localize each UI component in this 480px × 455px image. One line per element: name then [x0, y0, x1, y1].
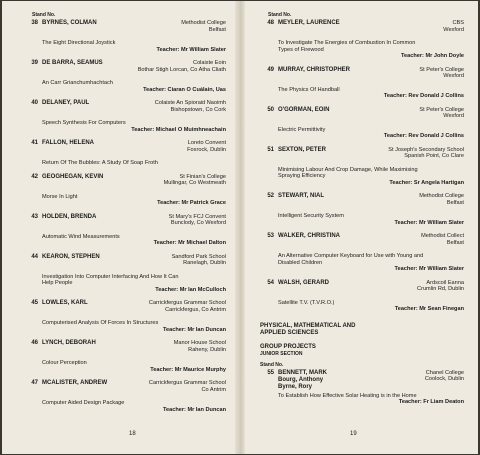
right-entry-list	[260, 20, 464, 313]
exhibit-entry	[24, 214, 226, 247]
entry-number: 54	[267, 279, 274, 286]
page-number-right: 19	[350, 431, 357, 437]
entry-number: 53	[267, 233, 274, 239]
entry-project: Investigation Into Computer Interfacing And How It Can Help People	[42, 273, 179, 286]
entry-name: GEOGHEGAN, KEVIN	[42, 173, 104, 180]
entry-project: Computer Aided Design Package	[42, 400, 125, 406]
entry-project: Automatic Wind Measurements	[42, 233, 120, 240]
entry-project: Computerised Analysis Of Forces In Structures	[42, 320, 159, 326]
entry-teacher: Teacher: Mr Patrick Grace	[157, 200, 226, 206]
entry-teacher: Teacher: Mr Ian McCulloch	[155, 286, 226, 293]
entry-name: WALSH, GERARD	[278, 279, 329, 286]
entry-project: The Eight Directional Joystick	[42, 40, 116, 46]
entry-school: Loreto Convent Foxrock, Dublin	[187, 140, 226, 153]
group-title: GROUP PROJECTS	[260, 343, 316, 350]
entry-teacher: Teacher: Mr William Slater	[156, 46, 226, 53]
entry-name: WALKER, CHRISTINA	[278, 233, 340, 239]
entry-name: SEXTON, PETER	[278, 146, 326, 153]
entry-school: St Joseph's Secondary School Spanish Point, Co Clare	[388, 146, 464, 159]
entry-school: Chanel College Coolock, Dublin	[424, 369, 464, 382]
entry-number: 50	[267, 106, 274, 113]
entry-name: MCALISTER, ANDREW	[42, 380, 108, 386]
entry-name: DE BARRA, SEAMUS	[42, 60, 103, 66]
entry-project: The Physics Of Handball	[278, 86, 340, 93]
entry-teacher: Teacher: Mr Michael Dalton	[153, 240, 226, 246]
entry-teacher: Teacher: Sr Angela Hartigan	[389, 179, 464, 186]
exhibit-entry	[24, 20, 226, 53]
entry-name: KEARON, STEPHEN	[42, 253, 100, 260]
entry-name: STEWART, NIAL	[278, 193, 324, 199]
entry-school: St Peter's College Wexford	[419, 66, 464, 79]
entry-project: Electric Permittivity	[278, 126, 326, 133]
entry-teacher: Teacher: Mr William Slater	[394, 266, 464, 272]
entry-school: Manor House School Raheny, Dublin	[173, 340, 226, 353]
entry-teacher: Teacher: Mr John Doyle	[401, 53, 464, 59]
entry-school: St Finian's College Mullingar, Co Westmeath	[163, 173, 226, 186]
entry-project: Speech Synthesis For Computers	[42, 120, 126, 126]
exhibit-entry	[24, 140, 226, 167]
exhibit-entry	[260, 193, 464, 226]
entry-number: 55	[267, 369, 274, 376]
entry-teacher: Teacher: Michael O Muimhneachain	[131, 126, 226, 133]
entry-school: Carrickfergus Grammar School Co Antrim	[148, 380, 226, 393]
entry-teacher: Teacher: Mr Sean Finegan	[394, 306, 464, 312]
entry-name: HOLDEN, BRENDA	[42, 213, 97, 220]
stand-label: Stand No.	[260, 361, 284, 368]
left-page	[2, 1, 240, 454]
entry-number: 46	[31, 340, 38, 346]
entry-number: 41	[31, 140, 38, 146]
entry-number: 51	[267, 146, 274, 153]
entry-names: BENNETT, MARK Bourg, Anthony Byrne, Rory	[278, 369, 327, 390]
entry-school: Colaiste Eoin Bothar Stigh Lorcan, Co Atha Cliath	[137, 60, 226, 73]
exhibit-entry	[24, 174, 226, 207]
entry-number: 49	[267, 66, 274, 73]
exhibit-entry	[24, 300, 226, 333]
entry-number: 39	[31, 60, 38, 66]
entry-school: Sandford Park School Ranelagh, Dublin	[171, 253, 226, 266]
junior-section-label: JUNIOR SECTION	[260, 350, 303, 357]
entry-project: An Alternative Computer Keyboard for Use with Young and Disabled Children	[278, 253, 424, 266]
entry-school: Methodist College Belfast	[419, 193, 464, 206]
entry-number: 47	[31, 380, 38, 386]
entry-teacher: Teacher: Ciaran O Cuálain, Uas	[143, 86, 226, 93]
exhibit-entry	[260, 67, 464, 100]
entry-school: Methodist Collect Belfast	[421, 233, 464, 246]
entry-teacher: Teacher: Fr Liam Deaton	[398, 399, 464, 405]
entry-teacher: Teacher: Mr Ian Duncan	[163, 326, 226, 333]
group-entry	[260, 370, 464, 406]
entry-teacher: Teacher: Mr William Slater	[394, 219, 464, 226]
entry-project: Return Of The Bubbles: A Study Of Soap Froth	[42, 160, 158, 166]
entry-name: BYRNES, COLMAN	[42, 20, 97, 26]
entry-project: An Carr Grianchumhachtach	[42, 80, 113, 86]
entry-number: 48	[267, 20, 274, 26]
entry-number: 40	[31, 100, 38, 106]
page-number-left: 18	[129, 431, 136, 437]
exhibit-entry	[24, 380, 226, 413]
entry-project: Minimising Labour And Crop Damage, While Maximising Spraying Efficiency	[278, 166, 418, 179]
exhibit-entry	[24, 60, 226, 93]
entry-name: MEYLER, LAURENCE	[278, 20, 340, 26]
exhibit-entry	[24, 100, 226, 133]
exhibit-entry	[260, 20, 464, 60]
entry-number: 52	[267, 193, 274, 199]
entry-name: MURRAY, CHRISTOPHER	[278, 66, 351, 73]
entry-school: Carrickfergus Grammar School Carrickfergus, Co Antrim	[148, 300, 226, 313]
right-page	[240, 1, 478, 454]
entry-number: 42	[31, 173, 38, 180]
exhibit-entry	[24, 340, 226, 373]
entry-number: 43	[31, 213, 38, 220]
entry-teacher: Teacher: Rev Donald J Collins	[383, 133, 464, 139]
exhibit-entry	[24, 254, 226, 294]
entry-name: FALLON, HELENA	[42, 140, 94, 146]
entry-name: O'GORMAN, EOIN	[278, 106, 330, 113]
entry-name: LOWLES, KARL	[42, 300, 88, 306]
entry-number: 38	[31, 20, 38, 26]
section-title: PHYSICAL, MATHEMATICAL AND APPLIED SCIENCES	[260, 322, 356, 336]
booklet-spread	[2, 1, 478, 454]
entry-number: 45	[31, 300, 38, 306]
entry-school: St Peter's College Wexford	[419, 106, 464, 119]
entry-project: To Establish How Effective Solar Heating is in the Home	[278, 392, 417, 399]
stand-label: Stand No.	[32, 12, 56, 18]
exhibit-entry	[260, 147, 464, 187]
entry-number: 44	[31, 253, 38, 260]
entry-school: Colaiste An Spioraid Naoimh Bishopstown, Co Cork	[154, 100, 226, 113]
entry-teacher: Teacher: Mr Maurice Murphy	[150, 366, 226, 373]
entry-teacher: Teacher: Rev Donald J Collins	[383, 93, 464, 99]
left-entry-list	[24, 20, 226, 413]
entry-teacher: Teacher: Mr Ian Duncan	[163, 406, 226, 413]
stand-label: Stand No.	[268, 12, 292, 18]
exhibit-entry	[260, 280, 464, 313]
entry-name: LYNCH, DEBORAH	[42, 340, 96, 346]
entry-school: St Mary's FCJ Convent Bunclody, Co Wexford	[168, 213, 226, 226]
entry-school: CBS Wexford	[443, 20, 464, 33]
entry-name: DELANEY, PAUL	[42, 100, 90, 106]
entry-project: Morse In Light	[42, 193, 78, 200]
exhibit-entry	[260, 107, 464, 140]
entry-school: Methodist College Belfast	[181, 20, 226, 33]
entry-project: To Investigate The Energies of Combustion In Common Types of Firewood	[278, 40, 416, 53]
entry-project: Intelligent Security System	[278, 213, 344, 219]
entry-project: Satellite T.V. (T.V.R.O.)	[278, 299, 335, 306]
exhibit-entry	[260, 233, 464, 273]
entry-project: Colour Perception	[42, 360, 87, 366]
entry-school: Ardscoil Eanna Crumlin Rd, Dublin	[417, 279, 464, 292]
